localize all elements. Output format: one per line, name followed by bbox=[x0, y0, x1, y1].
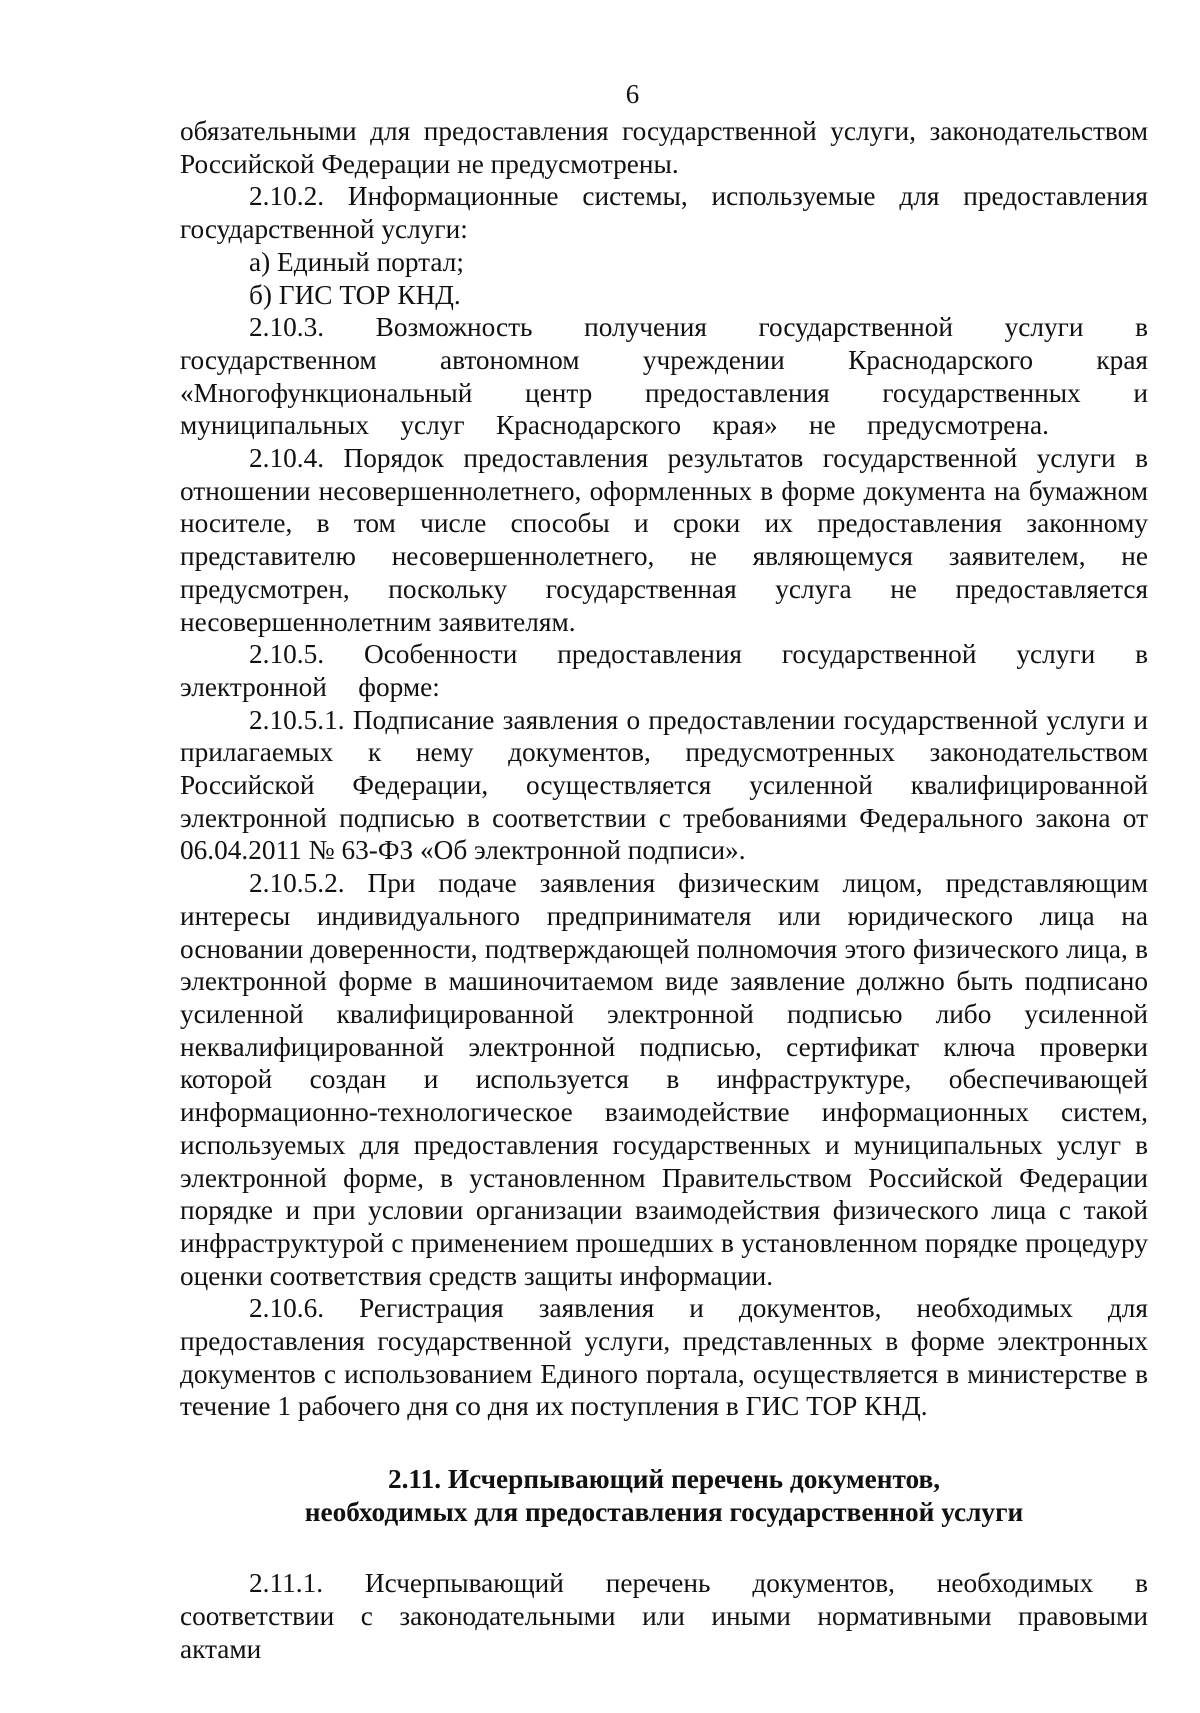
list-item-a: а) Единый портал; bbox=[249, 246, 464, 277]
section-heading-line-2: необходимых для предоставления государственной услуги bbox=[304, 1497, 1024, 1528]
section-heading-2-11 bbox=[180, 1463, 1148, 1529]
paragraph-continuation: обязательными для предоставления государственной услуги, законодательством Российской Федерации не предусмотрены. bbox=[180, 116, 1148, 179]
paragraph-2-10-2: 2.10.2. Информационные системы, используемые для предоставления государственной услуги: bbox=[180, 181, 1148, 245]
paragraph-2-10-6: 2.10.6. Регистрация заявления и документов, необходимых для предоставления государственной услуги, представленных в форме электронных документов с использованием Единого портала, осуществляется в министерстве в течение 1 рабочего дня со дня их поступления в ГИС ТОР КНД. bbox=[180, 1293, 1148, 1422]
paragraph-2-10-3: 2.10.3. Возможность получения государственной услуги в государственном автономном учреждении Краснодарского края «Многофункциональный центр предоставления государственных и муниципальных услуг Краснодарского края» не предусмотрена. bbox=[180, 312, 1148, 441]
paragraph-2-10-5: 2.10.5. Особенности предоставления государственной услуги в электронной форме: bbox=[180, 639, 1148, 702]
page-number: 6 bbox=[625, 79, 640, 109]
paragraph-2-10-4: 2.10.4. Порядок предоставления результатов государственной услуги в отношении несовершеннолетнего, оформленных в форме документа на бумажном носителе, в том числе способы и сроки их предоставления законному представителю несовершеннолетнего, не являющемуся заявителем, не предусмотрен, поскольку государственная услуга не предоставляется несовершеннолетним заявителям. bbox=[180, 443, 1148, 637]
section-heading-line-1: 2.11. Исчерпывающий перечень документов, bbox=[387, 1464, 941, 1495]
document-body bbox=[180, 115, 1148, 1665]
heading-spacer bbox=[180, 1529, 1148, 1567]
paragraph-2-11-1: 2.11.1. Исчерпывающий перечень документов, необходимых в соответствии с законодательными или иными нормативными правовыми актами bbox=[180, 1568, 1148, 1664]
list-item-b: б) ГИС ТОР КНД. bbox=[249, 279, 461, 310]
paragraph-2-10-5-1: 2.10.5.1. Подписание заявления о предоставлении государственной услуги и прилагаемых к нему документов, предусмотренных законодательством Российской Федерации, осуществляется усиленной квалифицированной электронной подписью в соответствии с требованиями Федерального закона от 06.04.2011 № 63-ФЗ «Об электронной подписи». bbox=[180, 704, 1148, 866]
paragraph-2-10-5-2: 2.10.5.2. При подаче заявления физическим лицом, представляющим интересы индивидуального предпринимателя или юридического лица на основании доверенности, подтверждающей полномочия этого физического лица, в электронной форме в машиночитаемом виде заявление должно быть подписано усиленной квалифицированной электронной подписью либо усиленной неквалифицированной электронной подписью, сертификат ключа проверки которой создан и используется в инфраструктуре, обеспечивающей информационно-технологическое взаимодействие информационных систем, используемых для предоставления государственных и муниципальных услуг в электронной форме, в установленном Правительством Российской Федерации порядке и при условии организации взаимодействия физического лица с такой инфраструктурой с применением прошедших в установленном порядке процедуру оценки соответствия средств защиты информации. bbox=[180, 868, 1148, 1291]
